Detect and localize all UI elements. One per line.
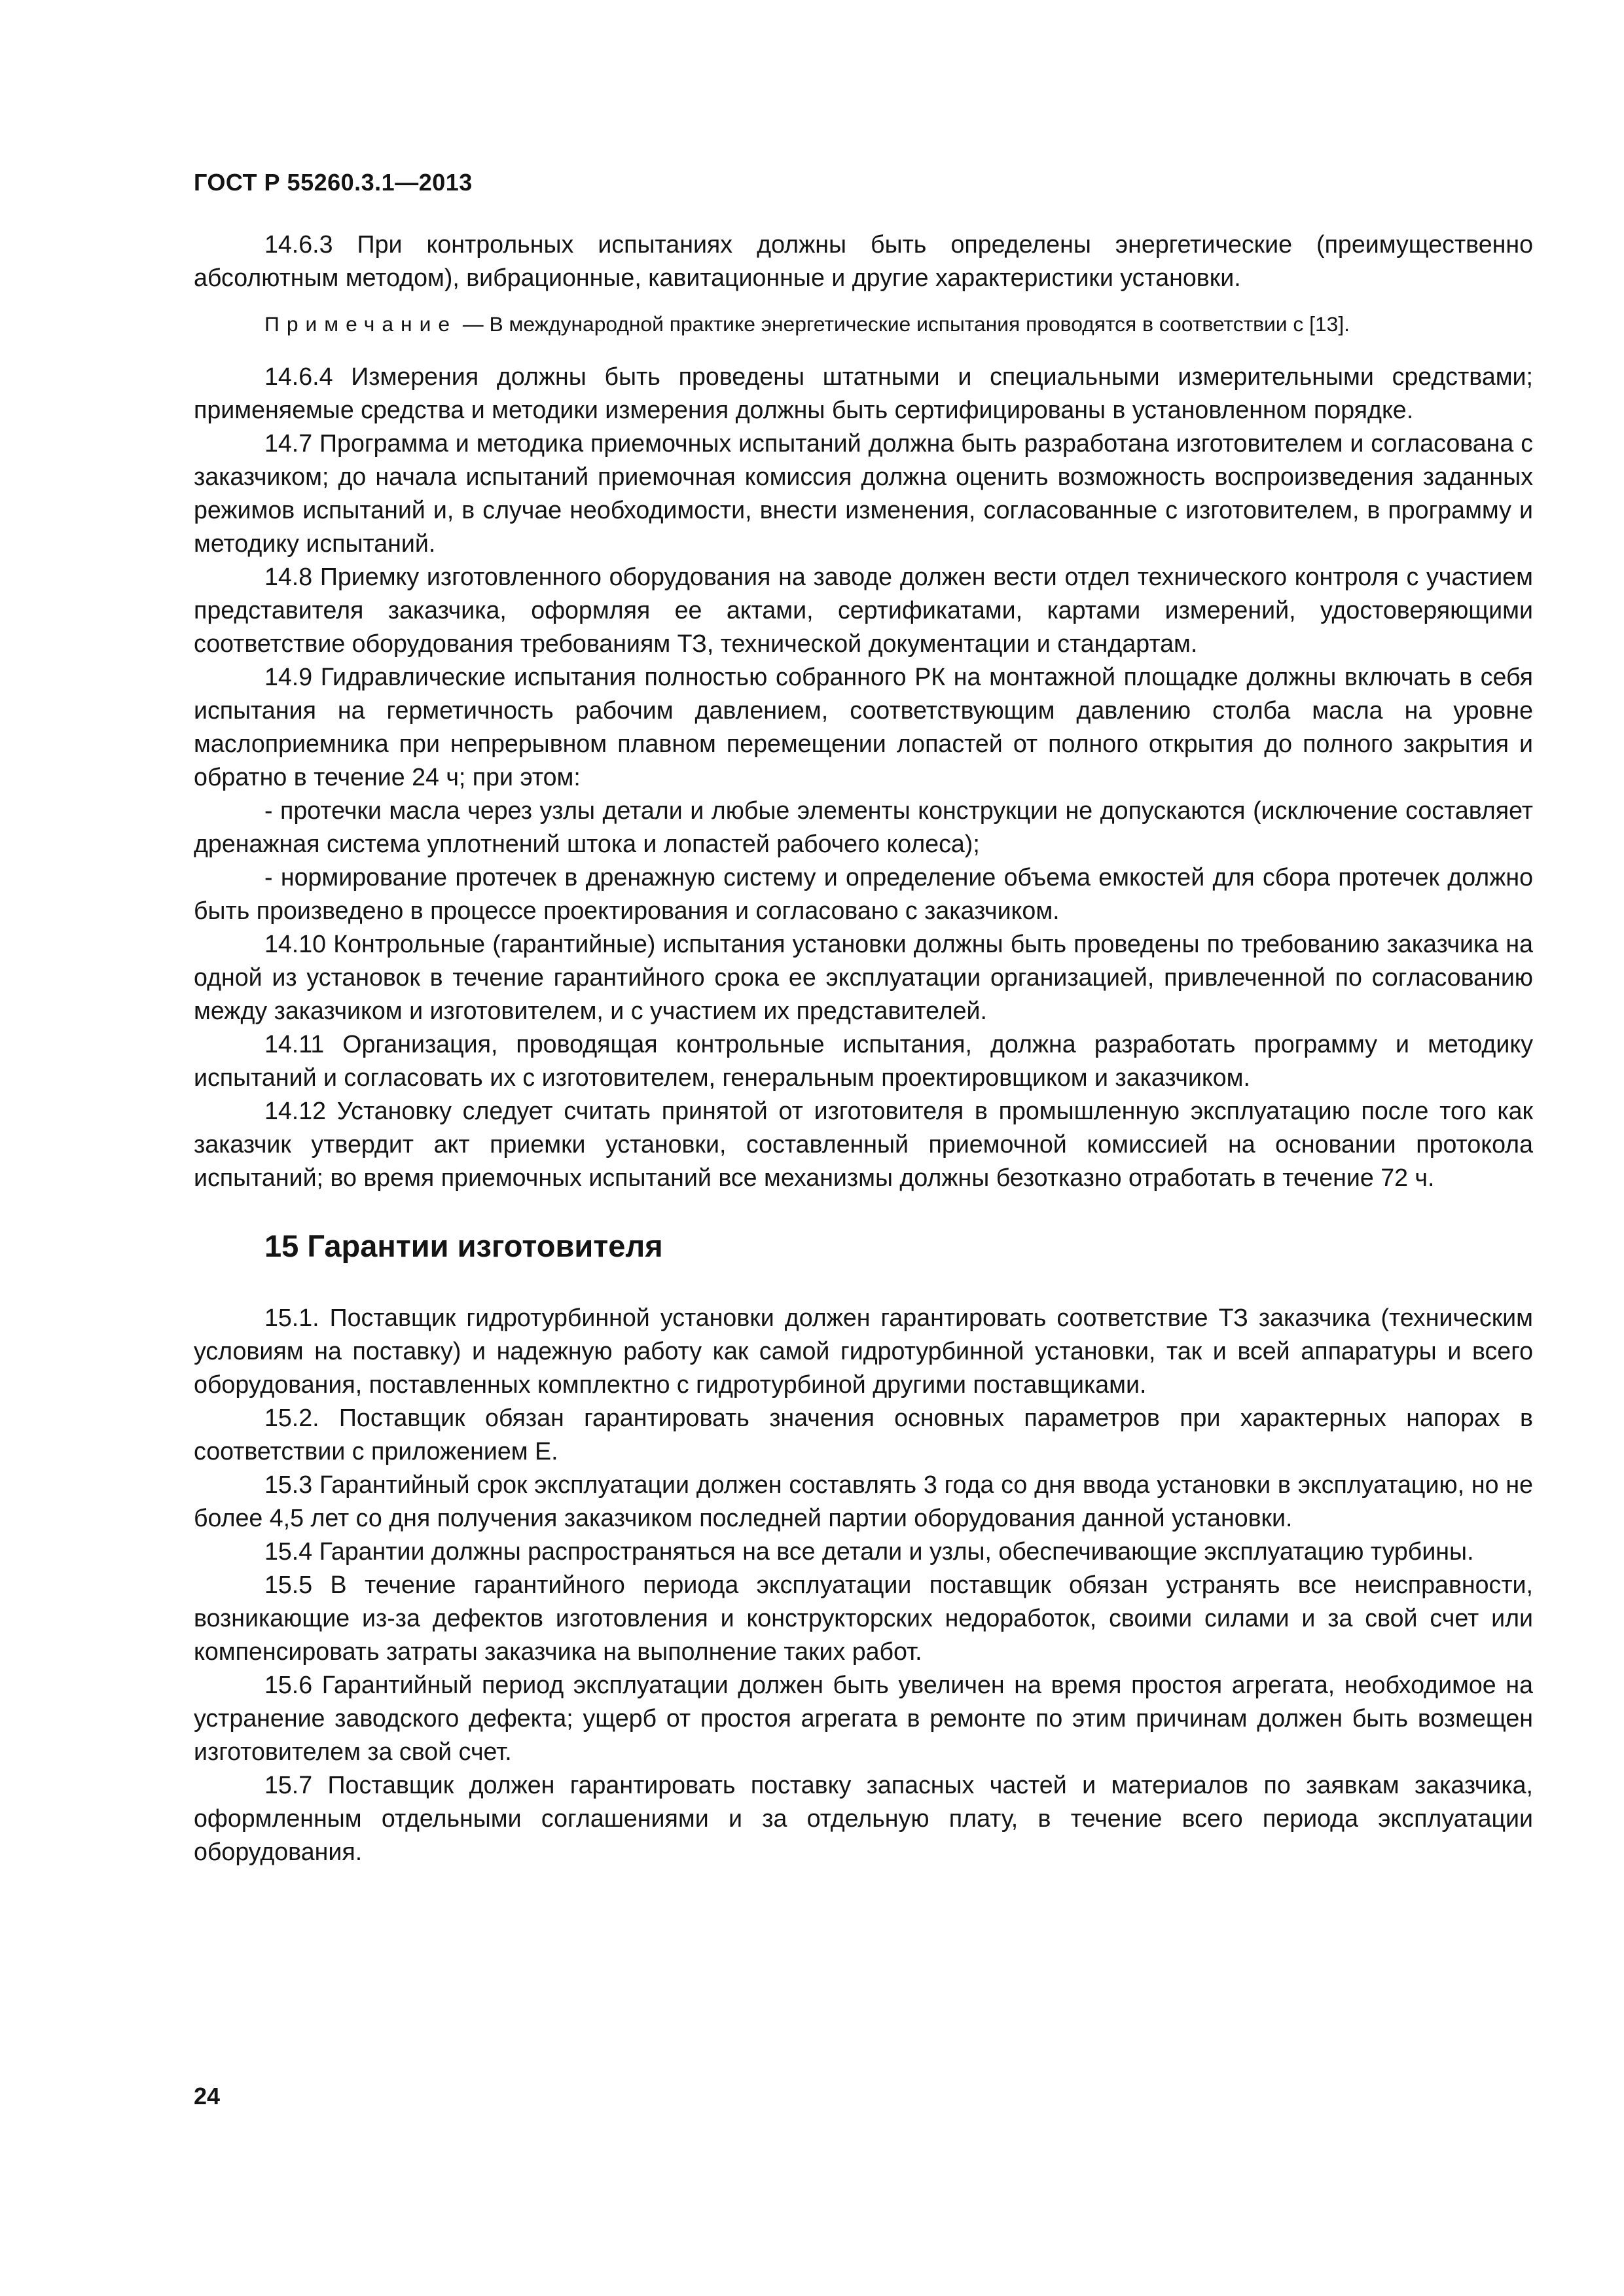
clause-15-2: 15.2. Поставщик обязан гарантировать значения основных параметров при характерных напорах в соответствии с приложением Е.: [194, 1404, 1533, 1465]
clause-14-9-item-1: - протечки масла через узлы детали и любые элементы конструкции не допускаются (исключение составляет дренажная система уплотнений штока и лопастей рабочего колеса);: [194, 797, 1533, 857]
clause-14-8: 14.8 Приемку изготовленного оборудования на заводе должен вести отдел технического контроля с участием представителя заказчика, оформляя ее актами, сертификатами, картами измерений, удостоверяющими соответствие оборудования требованиям ТЗ, технической документации и стандартам.: [194, 563, 1533, 657]
clause-14-9-item-2: - нормирование протечек в дренажную систему и определение объема емкостей для сбора протечек должно быть произведено в процессе проектирования и согласовано с заказчиком.: [194, 863, 1533, 924]
note: [194, 309, 1533, 339]
clause-15-3: 15.3 Гарантийный срок эксплуатации должен составлять 3 года со дня ввода установки в эксплуатацию, но не более 4,5 лет со дня получения заказчиком последней партии оборудования данной установки.: [194, 1471, 1533, 1532]
clause-14-12: 14.12 Установку следует считать принятой от изготовителя в промышленную эксплуатацию после того как заказчик утвердит акт приемки установки, составленный приемочной комиссией на основании протокола испытаний; во время приемочных испытаний все механизмы должны безотказно отработать в течение 72 ч.: [194, 1097, 1533, 1191]
clause-15-7: 15.7 Поставщик должен гарантировать поставку запасных частей и материалов по заявкам заказчика, оформленным отдельными соглашениями и за отдельную плату, в течение всего периода эксплуатации оборудования.: [194, 1771, 1533, 1865]
clause-15-5: 15.5 В течение гарантийного периода эксплуатации поставщик обязан устранять все неисправности, возникающие из-за дефектов изготовления и конструкторских недоработок, своими силами и за свой счет или компенсировать затраты заказчика на выполнение таких работ.: [194, 1571, 1533, 1665]
clause-14-10: 14.10 Контрольные (гарантийные) испытания установки должны быть проведены по требованию заказчика на одной из установок в течение гарантийного срока ее эксплуатации организацией, привлеченной по согласованию между заказчиком и изготовителем, и с участием их представителей.: [194, 930, 1533, 1024]
clause-14-9: 14.9 Гидравлические испытания полностью собранного РК на монтажной площадке должны включать в себя испытания на герметичность рабочим давлением, соответствующим давлению столба масла на уровне маслоприемника при непрерывном плавном перемещении лопастей от полного открытия до полного закрытия и обратно в течение 24 ч; при этом:: [194, 663, 1533, 791]
note-label: Примечание: [264, 312, 458, 336]
document-header: ГОСТ Р 55260.3.1—2013: [194, 169, 473, 196]
clause-14-6-4: 14.6.4 Измерения должны быть проведены штатными и специальными измерительными средствами; применяемые средства и методики измерения должны быть сертифицированы в установленном порядке.: [194, 363, 1533, 423]
clause-14-7: 14.7 Программа и методика приемочных испытаний должна быть разработана изготовителем и согласована с заказчиком; до начала испытаний приемочная комиссия должна оценить возможность воспроизведения заданных режимов испытаний и, в случае необходимости, внести изменения, согласованные с изготовителем, в программу и методику испытаний.: [194, 429, 1533, 557]
section-15-title: 15 Гарантии изготовителя: [264, 1229, 663, 1263]
clause-15-1: 15.1. Поставщик гидротурбинной установки должен гарантировать соответствие ТЗ заказчика (техническим условиям на поставку) и надежную работу как самой гидротурбинной установки, так и всей аппаратуры и всего оборудования, поставленных комплектно с гидротурбиной другими поставщиками.: [194, 1304, 1533, 1398]
clause-14-11: 14.11 Организация, проводящая контрольные испытания, должна разработать программу и методику испытаний и согласовать их с изготовителем, генеральным проектировщиком и заказчиком.: [194, 1030, 1533, 1091]
document-body: [194, 228, 1533, 1869]
note-text: — В международной практике энергетические испытания проводятся в соответствии с [13].: [457, 312, 1350, 336]
clause-15-6: 15.6 Гарантийный период эксплуатации должен быть увеличен на время простоя агрегата, необходимое на устранение заводского дефекта; ущерб от простоя агрегата в ремонте по этим причинам должен быть возмещен изготовителем за свой счет.: [194, 1671, 1533, 1765]
clause-14-6-3: 14.6.3 При контрольных испытаниях должны быть определены энергетические (преимущественно абсолютным методом), вибрационные, кавитационные и другие характеристики установки.: [194, 230, 1533, 291]
clause-15-4: 15.4 Гарантии должны распространяться на все детали и узлы, обеспечивающие эксплуатацию турбины.: [264, 1537, 1474, 1565]
page-number: 24: [194, 2083, 221, 2109]
